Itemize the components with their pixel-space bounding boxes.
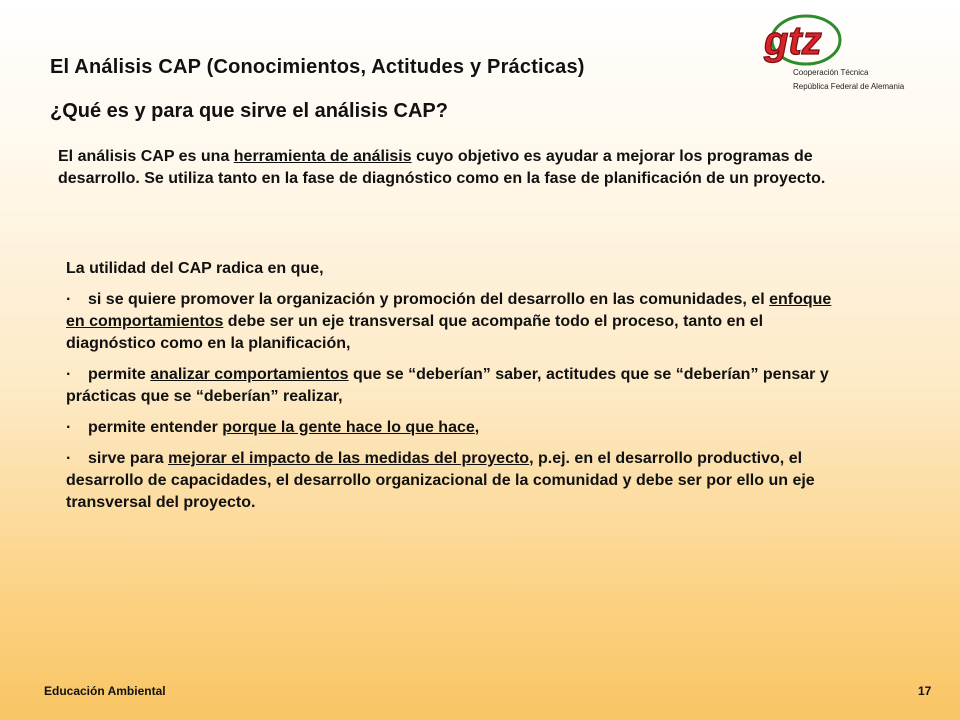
utility-item-underlined: enfoque en comportamientos <box>66 291 832 330</box>
gtz-logo <box>758 8 948 90</box>
utility-item-underlined: porque la gente hace lo que hace <box>222 419 475 436</box>
utility-item <box>66 289 836 355</box>
utility-item-after: , <box>474 419 480 436</box>
slide-title: El Análisis CAP (Conocimientos, Actitudes y Prácticas) <box>50 56 585 78</box>
utility-item-before: permite entender <box>88 419 223 436</box>
utility-item <box>66 448 836 514</box>
intro-text-before: El análisis CAP es una <box>58 148 234 165</box>
utility-item-after: debe ser un eje transversal que acompañe todo el proceso, tanto en el diagnóstico como en la planificación, <box>66 313 764 352</box>
logo-caption-line1: Cooperación Técnica <box>793 68 869 77</box>
utility-item-underlined: analizar comportamientos <box>150 366 349 383</box>
utility-item-after: que se “deberían” saber, actitudes que se “deberían” pensar y prácticas que se “deberían” realizar, <box>66 366 829 405</box>
footer-course-name: Educación Ambiental <box>44 684 166 698</box>
utility-item-underlined: mejorar el impacto de las medidas del proyecto <box>168 450 530 467</box>
logo-wordmark: gtz <box>764 19 822 63</box>
utility-item-before: si se quiere promover la organización y promoción del desarrollo en las comunidades, el <box>88 291 770 308</box>
utility-item-before: permite <box>88 366 151 383</box>
page-number: 17 <box>918 684 932 698</box>
utility-item-after: , p.ej. en el desarrollo productivo, el desarrollo de capacidades, el desarrollo organizacional de la comunidad y debe ser por ello un eje transversal del proyecto. <box>66 450 815 511</box>
bullet-icon: · <box>66 419 72 436</box>
utility-item <box>66 364 836 408</box>
intro-paragraph <box>58 146 858 190</box>
intro-text-after: cuyo objetivo es ayudar a mejorar los programas de desarrollo. Se utiliza tanto en la fase de diagnóstico como en la fase de planificación de un proyecto. <box>58 148 826 187</box>
utility-item <box>66 417 836 439</box>
bullet-icon: · <box>66 366 72 383</box>
intro-underlined: herramienta de análisis <box>233 148 412 165</box>
slide-subtitle: ¿Qué es y para que sirve el análisis CAP? <box>50 100 448 122</box>
utility-section <box>66 258 836 523</box>
utility-lead: La utilidad del CAP radica en que, <box>66 260 324 277</box>
bullet-icon: · <box>66 450 72 467</box>
logo-caption-line2: República Federal de Alemania <box>793 82 905 91</box>
bullet-icon: · <box>66 291 72 308</box>
utility-item-before: sirve para <box>88 450 169 467</box>
gtz-emblem <box>758 8 948 68</box>
